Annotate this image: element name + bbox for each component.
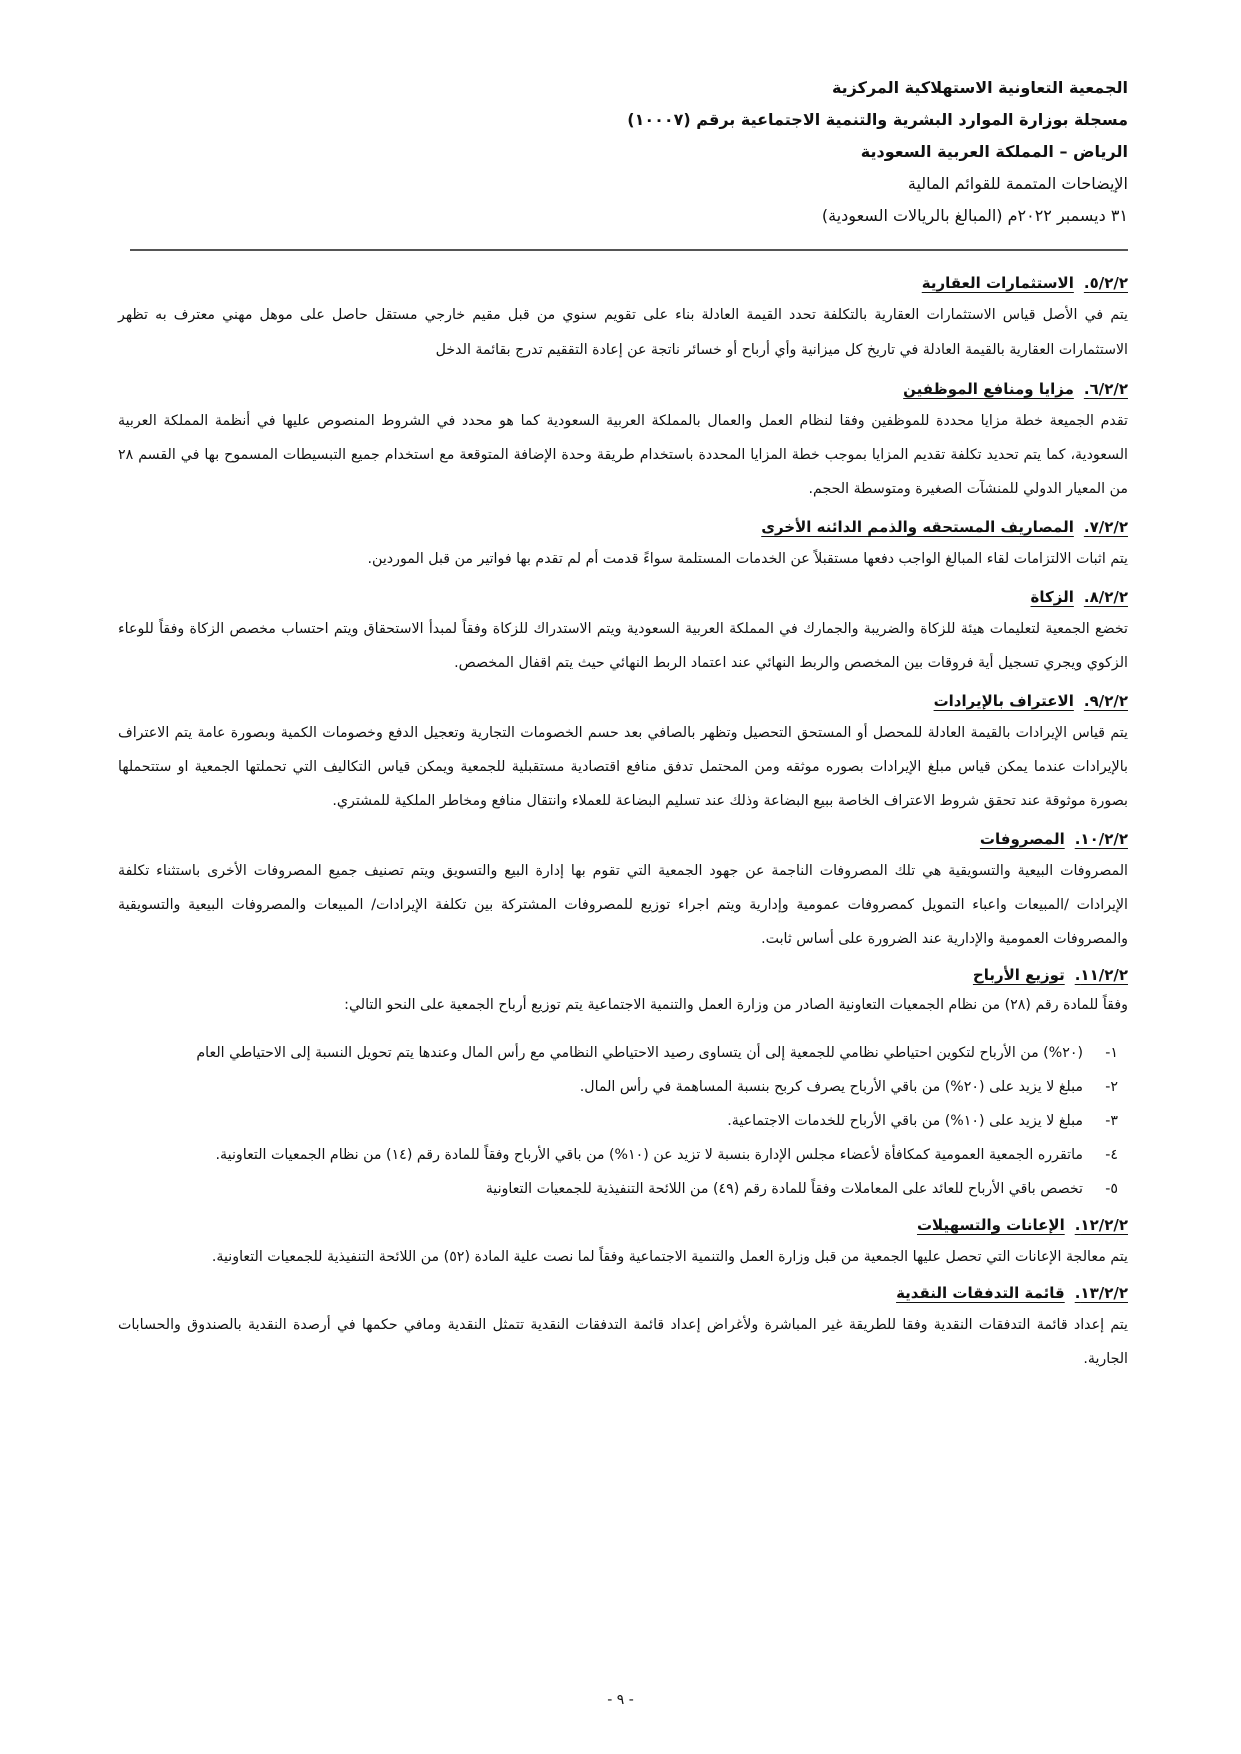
section-heading [118, 1210, 1128, 1240]
section-title: الاعتراف بالإيرادات [933, 692, 1074, 710]
section-heading [118, 374, 1128, 404]
section-number: ٨/٢/٢. [1083, 588, 1128, 606]
page-number: - ٩ - [607, 1692, 634, 1708]
section-body: يتم معالجة الإعانات التي تحصل عليها الجمعية من قبل وزارة العمل والتنمية الاجتماعية وفقاً لما نصت علية المادة (٥٢) من اللائحة التنفيذية للجمعيات التعاونية. [211, 1249, 1128, 1265]
profit-distribution-list [118, 1036, 1128, 1206]
section-body: يتم اثبات الالتزامات لقاء المبالغ الواجب دفعها مستقبلاً عن الخدمات المستلمة سواءً قدمت أم لم تقدم بها فواتير من قبل الموردين. [367, 551, 1128, 567]
section-accrued-expenses [118, 512, 1128, 576]
document-header [118, 72, 1128, 232]
section-number: ٩/٢/٢. [1083, 692, 1128, 710]
section-body: يتم قياس الإيرادات بالقيمة العادلة للمحصل أو المستحق التحصيل وتظهر بالصافي بعد حسم الخصومات التجارية وتعجيل الدفع وخصومات الكمية وبصورة عامة يتم الاعتراف بالإيرادات عندما يمكن قياس مبلغ الإيرادات بصوره موثقه ومن المحتمل تدفق منافع اقتصادية مستقبلية للجمعية ويمكن قياس التكاليف التي تحملتها الجمعية او ستتحملها بصورة موثوقة عند تحقق شروط الاعتراف الخاصة ببيع البضاعة وذلك عند تسليم البضاعة للعملاء وانتقال منافع ومخاطر الملكية للمشتري. [118, 725, 1128, 809]
section-heading [118, 686, 1128, 716]
section-number: ٥/٢/٢. [1083, 274, 1128, 292]
section-body: تقدم الجميعة خطة مزايا محددة للموظفين وفقا لنظام العمل والعمال بالمملكة العربية السعودية كما هو محدد في الشروط المنصوص عليها في أنظمة المملكة العربية السعودية، كما يتم تحديد تكلفة تقديم المزايا بموجب خطة المزايا المحددة باستخدام طريقة وحدة الإضافة المتوقعة مع استخدام جميع التبسيطات المسموح بها في القسم ٢٨ من المعيار الدولي للمنشآت الصغيرة ومتوسطة الحجم. [118, 413, 1128, 497]
section-cash-flow [118, 1278, 1128, 1376]
list-item-text: تخصص باقي الأرباح للعائد على المعاملات وفقاً للمادة رقم (٤٩) من اللائحة التنفيذية للجمعيات التعاونية [485, 1181, 1083, 1197]
section-number: ١٢/٢/٢. [1074, 1216, 1128, 1234]
section-title: مزايا ومنافع الموظفين [903, 380, 1074, 398]
section-heading [118, 960, 1128, 990]
list-item-text: ماتقرره الجمعية العمومية كمكافأة لأعضاء مجلس الإدارة بنسبة لا تزيد عن (١٠%) من باقي الأرباح وفقاً للمادة رقم (١٤) من نظام الجمعيات التعاونية. [215, 1147, 1083, 1163]
section-number: ١٠/٢/٢. [1074, 830, 1128, 848]
list-item [118, 1036, 1128, 1070]
section-body: يتم في الأصل قياس الاستثمارات العقارية بالتكلفة تحدد القيمة العادلة بناء على تقويم سنوي من قبل مقيم خارجي مستقل حاصل على موهل مهني معترف به تظهر الاستثمارات العقارية بالقيمة العادلة في تاريخ كل ميزانية وأي أرباح أو خسائر ناتجة عن إعادة التققيم تدرج بقائمة الدخل [118, 307, 1128, 358]
section-body: وفقاً للمادة رقم (٢٨) من نظام الجمعيات التعاونية الصادر من وزارة العمل والتنمية الاجتماعية يتم توزيع أرباح الجمعية على النحو التالي: [344, 997, 1128, 1013]
section-title: المصروفات [979, 830, 1065, 848]
document-body [118, 268, 1128, 1376]
section-title: توزيع الأرباح [972, 966, 1065, 984]
list-marker: ٥- [1105, 1181, 1118, 1197]
section-grants [118, 1210, 1128, 1274]
section-heading [118, 512, 1128, 542]
list-marker: ٤- [1105, 1147, 1118, 1163]
org-name: الجمعية التعاونية الاستهلاكية المركزية [831, 78, 1128, 97]
section-number: ٦/٢/٢. [1083, 380, 1128, 398]
header-divider [130, 249, 1128, 251]
list-item [118, 1138, 1128, 1172]
list-marker: ٣- [1105, 1113, 1118, 1129]
section-zakat [118, 582, 1128, 680]
registration-line: مسجلة بوزارة الموارد البشرية والتنمية الاجتماعية برقم (١٠٠٠٧) [627, 110, 1128, 129]
list-item [118, 1172, 1128, 1206]
list-item [118, 1070, 1128, 1104]
section-body: المصروفات البيعية والتسويقية هي تلك المصروفات الناجمة عن جهود الجمعية التي تقوم بها إدارة البيع والتسويق ويتم تصنيف جميع المصروفات الأخرى باستثناء تكلفة الإيرادات /المبيعات واعباء التمويل كمصروفات عمومية وإدارية ويتم اجراء توزيع للمصروفات المشتركة بين تكلفة الإيرادات/ المبيعات والمصروفات البيعية والتسويقية والمصروفات العمومية والإدارية عند الضرورة على أساس ثابت. [118, 863, 1128, 947]
section-body: يتم إعداد قائمة التدفقات النقدية وفقا للطريقة غير المباشرة ولأغراض إعداد قائمة التدفقات النقدية تتمثل النقدية ومافي حكمها في أرصدة النقدية بالصندوق والحسابات الجارية. [118, 1317, 1128, 1367]
list-item [118, 1104, 1128, 1138]
section-employee-benefits [118, 374, 1128, 506]
list-marker: ٢- [1105, 1079, 1118, 1095]
report-period: ٣١ ديسمبر ٢٠٢٢م (المبالغ بالريالات السعودية) [821, 206, 1128, 225]
section-title: المصاريف المستحقه والذمم الدائنه الأخرى [761, 518, 1074, 536]
section-heading [118, 582, 1128, 612]
section-heading [118, 824, 1128, 854]
report-title: الإيضاحات المتممة للقوائم المالية [907, 174, 1128, 193]
section-number: ١١/٢/٢. [1074, 966, 1128, 984]
document-page [118, 72, 1128, 232]
section-title: قائمة التدفقات النقدية [896, 1284, 1065, 1302]
section-title: الاستثمارات العقارية [921, 274, 1074, 292]
section-number: ١٣/٢/٢. [1074, 1284, 1128, 1302]
section-revenue-recognition [118, 686, 1128, 818]
list-item-text: مبلغ لا يزيد على (٢٠%) من باقي الأرباح يصرف كربح بنسبة المساهمة في رأس المال. [579, 1079, 1083, 1095]
list-item-text: (٢٠%) من الأرباح لتكوين احتياطي نظامي للجمعية إلى أن يتساوى رصيد الاحتياطي النظامي مع رأس المال وعندها يتم تحويل النسبة إلى الاحتياطي العام [196, 1045, 1083, 1061]
location-line: الرياض – المملكة العربية السعودية [860, 142, 1128, 161]
section-investment-property [118, 268, 1128, 368]
section-title: الزكاة [1030, 588, 1074, 606]
section-heading [118, 268, 1128, 298]
section-profit-distribution [118, 960, 1128, 1206]
section-title: الإعانات والتسهيلات [916, 1216, 1065, 1234]
section-body: تخضع الجمعية لتعليمات هيئة للزكاة والضريبة والجمارك في المملكة العربية السعودية ويتم الاستدراك للزكاة وفقاً لمبدأ الاستحقاق ويتم احتساب مخصص الزكاة وفقاً للوعاء الزكوي ويجري تسجيل أية فروقات بين المخصص والربط النهائي عند اعتماد الربط النهائي حيث يتم اقفال المخصص. [118, 621, 1128, 671]
list-item-text: مبلغ لا يزيد على (١٠%) من باقي الأرباح للخدمات الاجتماعية. [727, 1113, 1083, 1129]
section-expenses [118, 824, 1128, 956]
section-heading [118, 1278, 1128, 1308]
section-number: ٧/٢/٢. [1083, 518, 1128, 536]
list-marker: ١- [1105, 1045, 1118, 1061]
